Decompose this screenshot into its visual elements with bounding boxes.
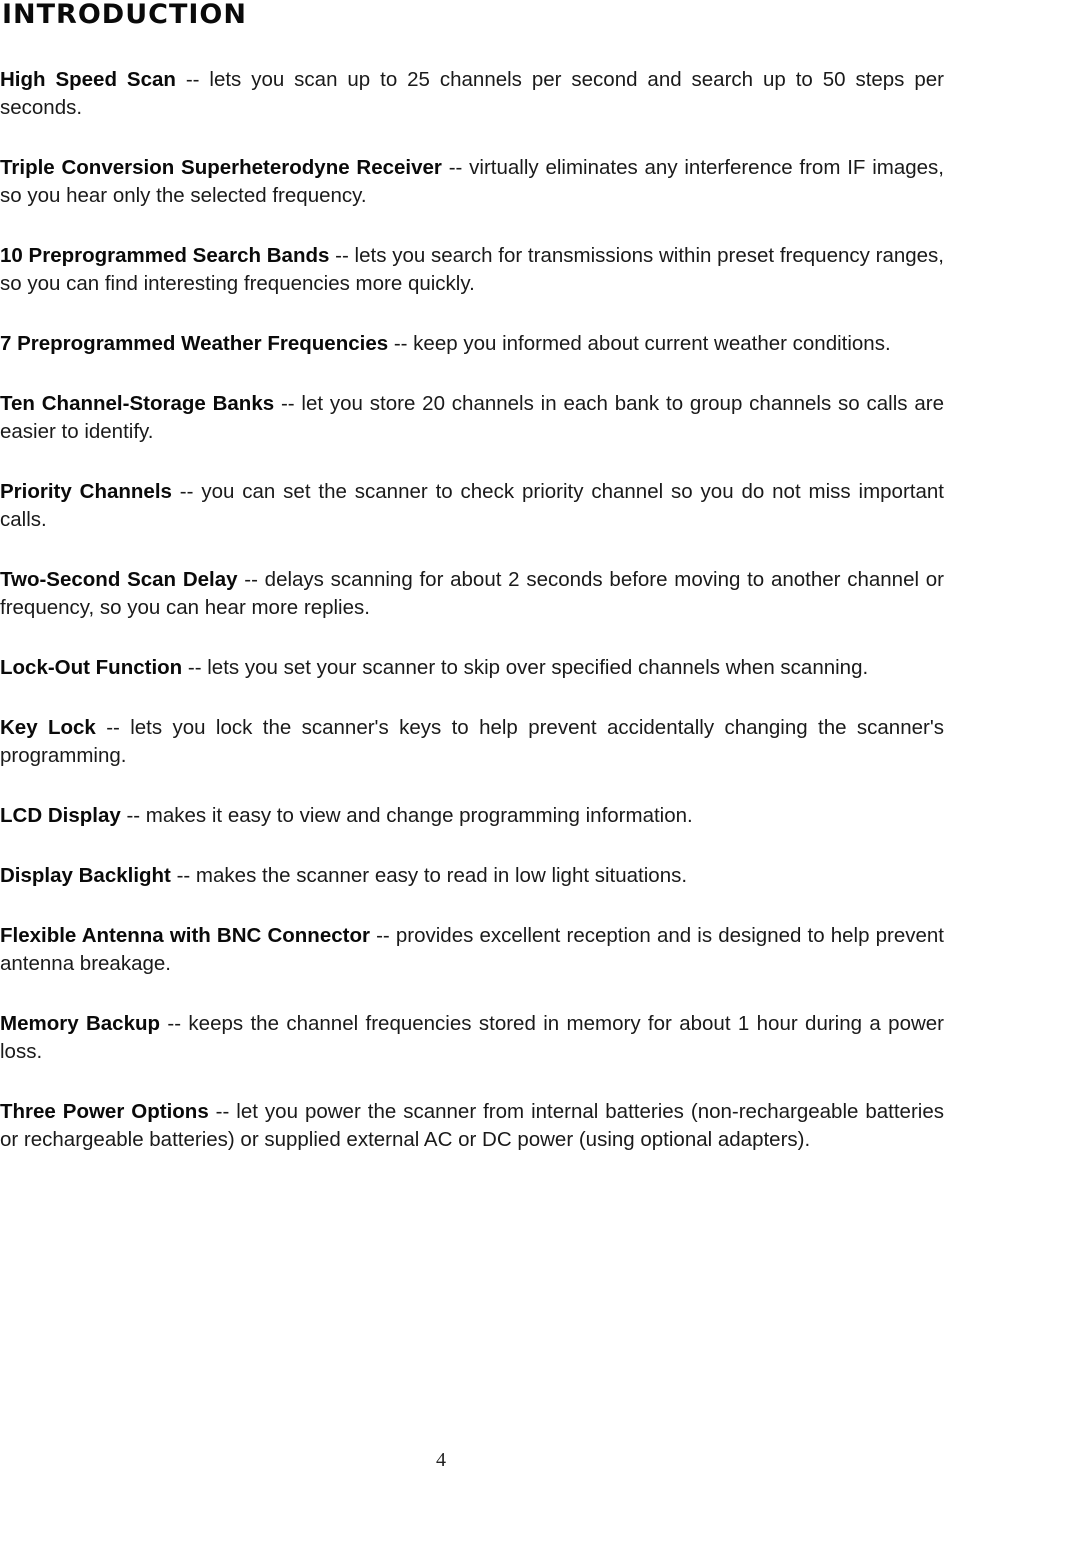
feature-name: Triple Conversion Superheterodyne Receiver xyxy=(0,156,442,179)
feature-item xyxy=(0,566,944,622)
feature-name: High Speed Scan xyxy=(0,68,176,91)
feature-name: 7 Preprogrammed Weather Frequencies xyxy=(0,332,389,355)
feature-description: -- lets you lock the scanner's keys to help prevent accidentally changing the scanner's programming. xyxy=(0,716,944,767)
feature-item xyxy=(0,1098,944,1154)
page-title: INTRODUCTION xyxy=(2,0,247,30)
feature-item xyxy=(0,242,944,298)
feature-name: 10 Preprogrammed Search Bands xyxy=(0,244,330,267)
feature-description: -- lets you scan up to 25 channels per second and search up to 50 steps per seconds. xyxy=(0,68,944,119)
feature-name: Three Power Options xyxy=(0,1100,209,1123)
feature-description: -- virtually eliminates any interference from IF images, so you hear only the selected frequency. xyxy=(0,156,944,207)
feature-item xyxy=(0,802,944,830)
feature-name: Display Backlight xyxy=(0,864,171,887)
feature-description: -- makes the scanner easy to read in low light situations. xyxy=(170,864,688,887)
feature-description: -- keep you informed about current weather conditions. xyxy=(388,332,891,355)
feature-item xyxy=(0,154,944,210)
feature-name: Priority Channels xyxy=(0,480,172,503)
feature-description: -- let you power the scanner from internal batteries (non-rechargeable batteries or rechargeable batteries) or supplied external AC or DC power (using optional adapters). xyxy=(0,1100,944,1151)
page-number: 4 xyxy=(436,1449,446,1471)
feature-item xyxy=(0,478,944,534)
feature-description: -- lets you search for transmissions within preset frequency ranges, so you can find interesting frequencies more quickly. xyxy=(0,244,944,295)
feature-name: Two-Second Scan Delay xyxy=(0,568,238,591)
feature-list xyxy=(0,66,944,1186)
feature-description: -- makes it easy to view and change programming information. xyxy=(120,804,693,827)
feature-description: -- you can set the scanner to check priority channel so you do not miss important calls. xyxy=(0,480,944,531)
feature-description: -- delays scanning for about 2 seconds before moving to another channel or frequency, so you can hear more replies. xyxy=(0,568,944,619)
feature-item xyxy=(0,862,944,890)
feature-item xyxy=(0,330,944,358)
feature-name: Memory Backup xyxy=(0,1012,161,1035)
feature-item xyxy=(0,66,944,122)
feature-item xyxy=(0,714,944,770)
feature-name: Flexible Antenna with BNC Connector xyxy=(0,924,370,947)
feature-description: -- provides excellent reception and is designed to help prevent antenna breakage. xyxy=(0,924,944,975)
feature-item xyxy=(0,1010,944,1066)
feature-item xyxy=(0,390,944,446)
feature-description: -- let you store 20 channels in each bank to group channels so calls are easier to identify. xyxy=(0,392,944,443)
feature-name: Lock-Out Function xyxy=(0,656,183,679)
feature-item xyxy=(0,654,944,682)
feature-name: Key Lock xyxy=(0,716,96,739)
feature-item xyxy=(0,922,944,978)
feature-description: -- keeps the channel frequencies stored in memory for about 1 hour during a power loss. xyxy=(0,1012,945,1063)
feature-name: LCD Display xyxy=(0,804,121,827)
feature-name: Ten Channel-Storage Banks xyxy=(0,392,275,415)
feature-description: -- lets you set your scanner to skip over specified channels when scanning. xyxy=(182,656,869,679)
